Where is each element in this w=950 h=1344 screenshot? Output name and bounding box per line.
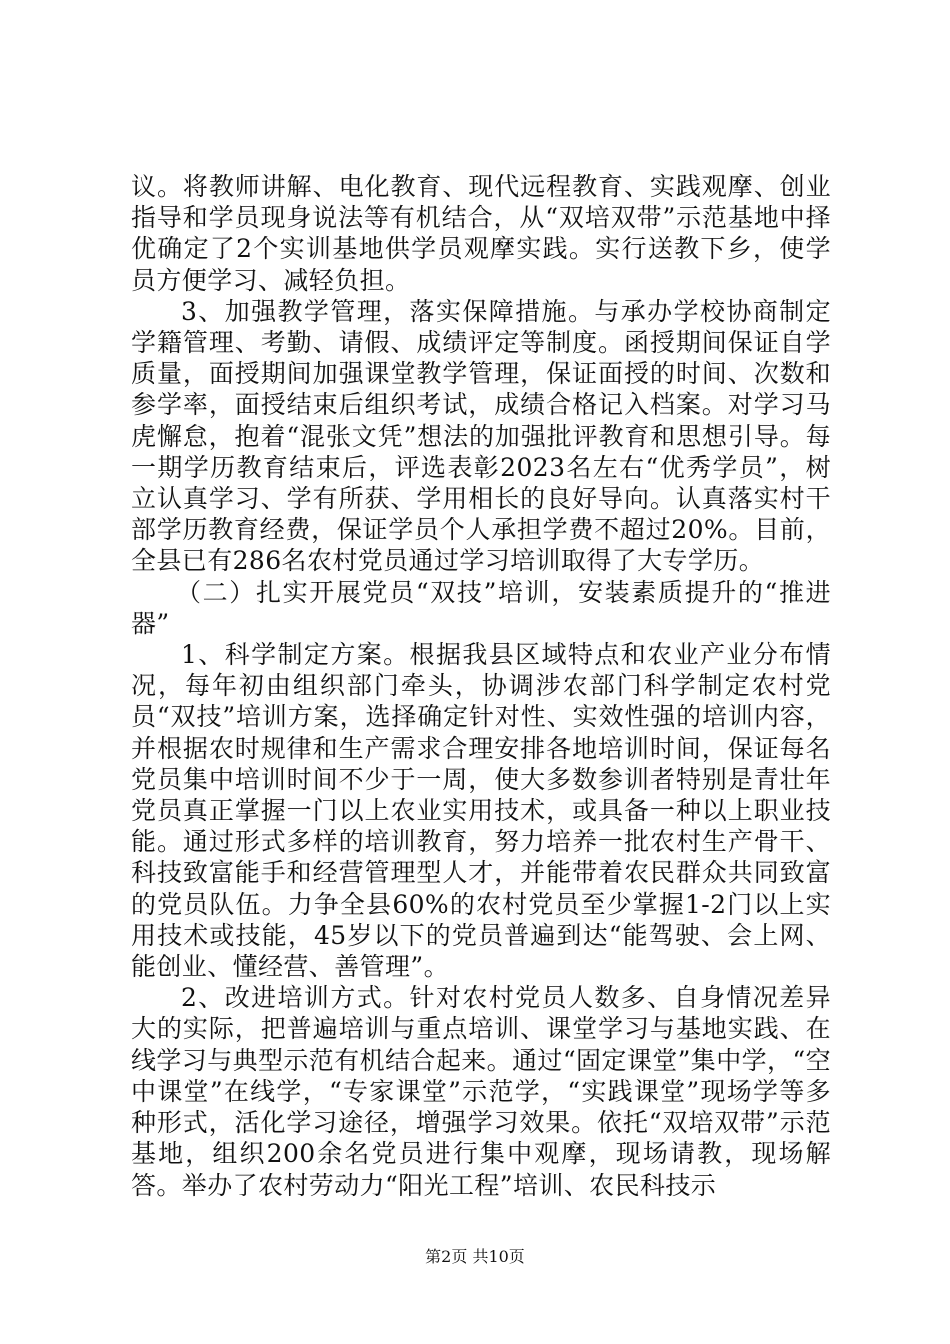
paragraph-teaching-management: 3、加强教学管理，落实保障措施。与承办学校协商制定学籍管理、考勤、请假、成绩评定等制度。函授期间保证自学质量，面授期间加强课堂教学管理，保证面授的时间、次数和参学率，面授结束后组织考试，成绩合格记入档案。对学习马虎懈怠，抱着“混张文凭”想法的加强批评教育和思想引导。每一期学历教育结束后，评选表彰2023名左右“优秀学员”，树立认真学习、学有所获、学用相长的良好导向。认真落实村干部学历教育经费，保证学员个人承担学费不超过20%。目前，全县已有286名农村党员通过学习培训取得了大专学历。 xyxy=(131,296,831,576)
section-heading-double-skills: （二）扎实开展党员“双技”培训，安装素质提升的“推进器” xyxy=(131,577,831,638)
page-number-footer: 第2页 共10页 xyxy=(425,1247,525,1266)
document-body xyxy=(131,171,831,1201)
paragraph-training-methods: 2、改进培训方式。针对农村党员人数多、自身情况差异大的实际，把普遍培训与重点培训、课堂学习与基地实践、在线学习与典型示范有机结合起来。通过“固定课堂”集中学，“空中课堂”在线学，“专家课堂”示范学，“实践课堂”现场学等多种形式，活化学习途径，增强学习效果。依托“双培双带”示范基地，组织200余名党员进行集中观摩，现场请教，现场解答。举办了农村劳动力“阳光工程”培训、农民科技示 xyxy=(131,983,831,1200)
paragraph-continuation: 议。将教师讲解、电化教育、现代远程教育、实践观摩、创业指导和学员现身说法等有机结合，从“双培双带”示范基地中择优确定了2个实训基地供学员观摩实践。实行送教下乡，使学员方便学习、减轻负担。 xyxy=(131,172,831,295)
paragraph-scheme-planning: 1、科学制定方案。根据我县区域特点和农业产业分布情况，每年初由组织部门牵头，协调涉农部门科学制定农村党员“双技”培训方案，选择确定针对性、实效性强的培训内容，并根据农时规律和生产需求合理安排各地培训时间，保证每名党员集中培训时间不少于一周，使大多数参训者特别是青壮年党员真正掌握一门以上农业实用技术，或具备一种以上职业技能。通过形式多样的培训教育，努力培养一批农村生产骨干、科技致富能手和经营管理型人才，并能带着农民群众共同致富的党员队伍。力争全县60%的农村党员至少掌握1-2门以上实用技术或技能，45岁以下的党员普遍到达“能驾驶、会上网、能创业、懂经营、善管理”。 xyxy=(131,640,831,982)
